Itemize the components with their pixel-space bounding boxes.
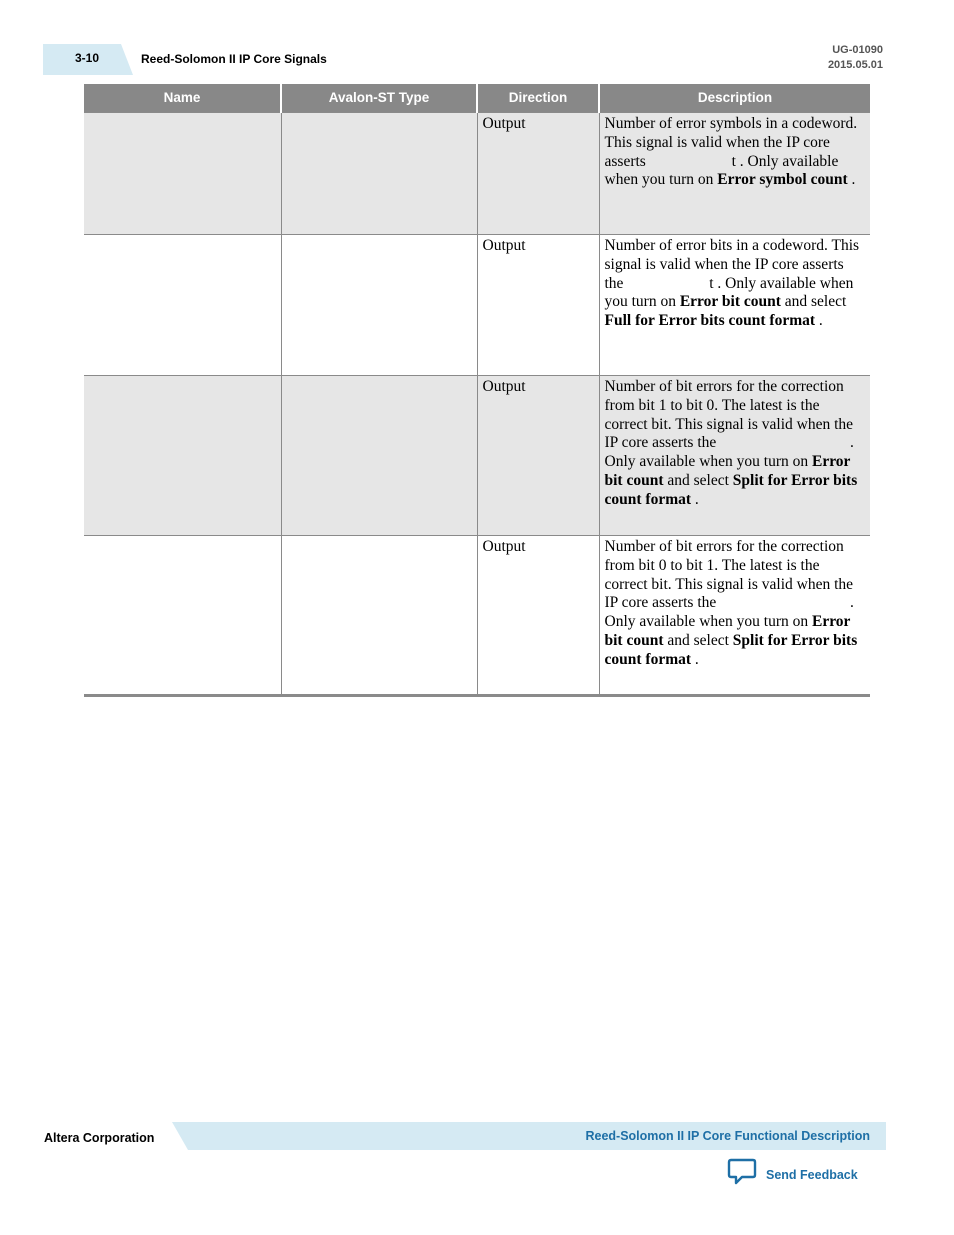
description-text: . — [694, 650, 699, 668]
avalon-type-cell — [281, 376, 477, 536]
description-text: . Only available when you turn on — [604, 594, 854, 631]
description-text: t . Only available when you turn on — [604, 274, 854, 311]
direction-cell: Output — [477, 536, 599, 696]
description-cell — [599, 376, 870, 536]
doc-identifier — [828, 43, 883, 73]
avalon-type-cell — [281, 113, 477, 235]
avalon-type-cell — [281, 536, 477, 696]
description-cell — [599, 113, 870, 235]
description-text: . — [694, 490, 699, 508]
signal-name-cell — [84, 376, 281, 536]
company-name: Altera Corporation — [44, 1131, 155, 1145]
doc-id: UG-01090 — [832, 44, 883, 56]
table-row — [84, 235, 870, 376]
description-cell — [599, 536, 870, 696]
table-row — [84, 113, 870, 235]
option-value: Split for Error bits count format — [604, 471, 858, 508]
description-text: and select — [784, 293, 847, 311]
section-title: Reed-Solomon II IP Core Signals — [141, 52, 327, 66]
column-header-description: Description — [599, 84, 870, 113]
description-text: . — [818, 312, 823, 330]
direction-cell: Output — [477, 235, 599, 376]
avalon-type-cell — [281, 235, 477, 376]
doc-date: 2015.05.01 — [827, 59, 883, 71]
description-text: and select — [667, 471, 729, 489]
speech-bubble-icon — [727, 1158, 757, 1191]
option-name: Error bit count — [679, 293, 781, 311]
column-header-avalon-st-type: Avalon-ST Type — [281, 84, 477, 113]
option-value: Full for Error bits count format — [604, 312, 816, 330]
signal-name-cell — [84, 235, 281, 376]
signals-table — [84, 84, 870, 697]
description-text: Number of error symbols in a codeword. This signal is valid when the IP core asserts — [604, 115, 858, 170]
description-text: . — [851, 171, 856, 189]
column-header-name: Name — [84, 84, 281, 113]
description-text: and select — [667, 631, 729, 649]
description-text: Number of bit errors for the correction from bit 0 to bit 1. The latest is the correct bit. This signal is valid when the IP core asserts the — [604, 538, 854, 612]
table-header-row — [84, 84, 870, 113]
chapter-title-link[interactable]: Reed-Solomon II IP Core Functional Description — [585, 1129, 870, 1143]
page-number: 3-10 — [75, 51, 100, 65]
table-row — [84, 536, 870, 696]
description-text: Number of bit errors for the correction from bit 1 to bit 0. The latest is the correct bit. This signal is valid when the IP core asserts the — [604, 378, 854, 452]
description-cell — [599, 235, 870, 376]
option-name: Error bit count — [604, 453, 851, 489]
description-text: t . Only available when you turn on — [604, 152, 839, 189]
signal-name-cell — [84, 536, 281, 696]
description-text: Number of error bits in a codeword. This signal is valid when the IP core asserts the — [604, 237, 860, 292]
option-name: Error bit count — [604, 613, 851, 649]
description-text: . Only available when you turn on — [604, 434, 854, 471]
send-feedback-button[interactable] — [727, 1158, 858, 1191]
option-name: Error symbol count — [717, 171, 848, 189]
signal-name-cell — [84, 113, 281, 235]
option-value: Split for Error bits count format — [604, 631, 858, 668]
table-row — [84, 376, 870, 536]
direction-cell: Output — [477, 113, 599, 235]
direction-cell: Output — [477, 376, 599, 536]
column-header-direction: Direction — [477, 84, 599, 113]
send-feedback-label: Send Feedback — [766, 1167, 858, 1182]
